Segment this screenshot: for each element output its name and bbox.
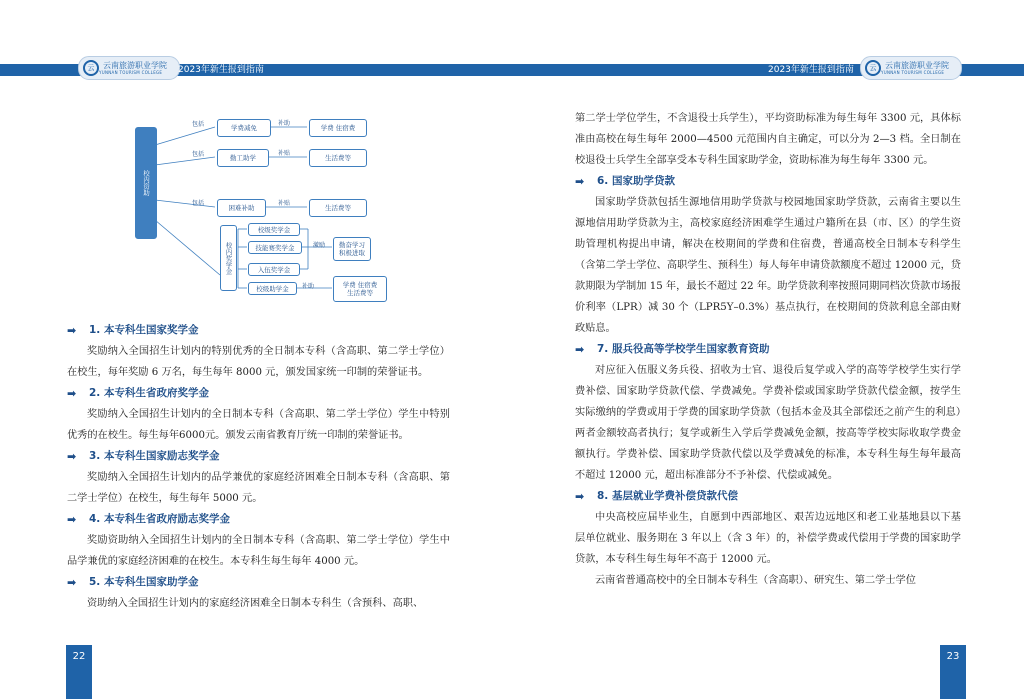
section-body: 云南省普通高校中的全日制本专科生（含高职）、研究生、第二学士学位 <box>595 575 916 586</box>
section-heading: ➡ 6. 国家助学贷款 <box>575 171 961 192</box>
section-heading: ➡ 1. 本专科生国家奖学金 <box>67 320 450 341</box>
arrow-right-icon: ➡ <box>67 324 77 337</box>
edge-label: 补贴 <box>278 150 291 157</box>
node-scholarship-3: 入伍奖学金 <box>248 263 300 276</box>
top-margin <box>0 0 1024 58</box>
section-heading: ➡ 4. 本专科生省政府励志奖学金 <box>67 509 450 530</box>
node-scholarship-4: 校级助学金 <box>248 282 297 295</box>
edge-label: 补助 <box>278 120 291 127</box>
node-tuition-lodging: 学费 住宿费 <box>309 119 367 137</box>
section-body: 资助纳入全国招生计划内的家庭经济困难全日制本专科生（含预科、高职、 <box>87 598 424 609</box>
edge-label: 包括 <box>192 200 205 207</box>
node-scholarship-group: 校内奖学金 <box>220 225 237 291</box>
header-title-left: 2023年新生报到指南 <box>178 65 264 75</box>
node-scholarship-1: 校级奖学金 <box>248 223 300 236</box>
arrow-right-icon: ➡ <box>575 343 585 356</box>
arrow-right-icon: ➡ <box>67 513 77 526</box>
node-hardship: 困难补助 <box>217 199 266 217</box>
section-heading: ➡ 7. 服兵役高等学校学生国家教育资助 <box>575 339 961 360</box>
node-scholarship-2: 技能赛奖学金 <box>248 241 302 254</box>
header-title-right: 2023年新生报到指南 <box>768 65 854 75</box>
edge-label: 补贴 <box>278 200 291 207</box>
arrow-right-icon: ➡ <box>67 450 77 463</box>
logo-name: 云南旅游职业学院 <box>103 61 167 70</box>
section-heading: ➡ 2. 本专科生省政府奖学金 <box>67 383 450 404</box>
node-tuition-waiver: 学费减免 <box>217 119 271 137</box>
page-number-left: 22 <box>66 645 92 699</box>
aid-diagram <box>120 105 480 315</box>
college-logo-left <box>78 56 180 80</box>
seal-icon: 云 <box>865 60 881 76</box>
node-fees-living: 学费 住宿费 生活费等 <box>333 276 387 302</box>
edge-label: 补助 <box>302 283 315 290</box>
logo-english: YUNNAN TOURISM COLLEGE <box>881 70 945 75</box>
section-body: 奖励纳入全国招生计划内的特别优秀的全日制本专科（含高职、第二学士学位）在校生，每年奖励 6 万名，每生每年 8000 元，颁发国家统一印制的荣誉证书。 <box>67 346 450 378</box>
edge-label: 包括 <box>192 121 205 128</box>
section-body: 第二学士学位学生，不含退役士兵学生），平均资助标准为每生每年 3300 元，具体标准由高校在每生每年 2000—4500 元范围内自主确定，可以分为 2—3 档。全日制在校退役士兵学生全部享受本专科生国家助学金，资助标准为每生每年 3300 元。 <box>575 113 961 166</box>
node-living-2: 生活费等 <box>309 199 367 217</box>
node-work-study: 勤工助学 <box>217 149 269 167</box>
arrow-right-icon: ➡ <box>575 175 585 188</box>
section-body: 国家助学贷款包括生源地信用助学贷款与校园地国家助学贷款，云南省主要以生源地信用助学贷款为主，高校家庭经济困难学生通过户籍所在县（市、区）的学生资助管理机构提出申请，解决在校期间的学费和住宿费，普通高校全日制本专科学生（含第二学士学位、高职学生、预科生）每人每年申请贷款额度不超过 12000 元，贷款期限为学制加 15 年，最长不超过 22 年。助学贷款利率按照同期同档次贷款市场报价利率（LPR）减 30 个（LPR5Y–0.3%）基点执行，在校期间的贷款利息全部由财政贴息。 <box>575 197 961 334</box>
node-living-1: 生活费等 <box>309 149 367 167</box>
logo-english: YUNNAN TOURISM COLLEGE <box>99 70 163 75</box>
left-column <box>67 320 450 614</box>
right-column <box>575 108 961 591</box>
seal-icon: 云 <box>83 60 99 76</box>
arrow-right-icon: ➡ <box>67 576 77 589</box>
section-heading: ➡ 8. 基层就业学费补偿贷款代偿 <box>575 486 961 507</box>
edge-label: 包括 <box>192 151 205 158</box>
section-heading: ➡ 3. 本专科生国家励志奖学金 <box>67 446 450 467</box>
diagram-connectors <box>120 105 480 315</box>
diagram-root: 校内资助 <box>135 127 157 239</box>
arrow-right-icon: ➡ <box>575 490 585 503</box>
page-number-right: 23 <box>940 645 966 699</box>
section-body: 中央高校应届毕业生，自愿到中西部地区、艰苦边远地区和老工业基地县以下基层单位就业、服务期在 3 年以上（含 3 年）的，补偿学费或代偿用于学费的国家助学贷款，本专科生每生每年不高于 12000 元。 <box>575 512 961 565</box>
section-body: 奖励纳入全国招生计划内的品学兼优的家庭经济困难全日制本专科（含高职、第二学士学位）在校生，每生每年 5000 元。 <box>67 472 450 504</box>
section-body: 奖励资助纳入全国招生计划内的全日制本专科（含高职、第二学士学位）学生中品学兼优的家庭经济困难的在校生。本专科生每生每年 4000 元。 <box>67 535 450 567</box>
section-body: 奖励纳入全国招生计划内的全日制本专科（含高职、第二学士学位）学生中特别优秀的在校生。每生每年6000元。颁发云南省教育厅统一印制的荣誉证书。 <box>67 409 450 441</box>
logo-name: 云南旅游职业学院 <box>885 61 949 70</box>
edge-label: 激励 <box>313 242 326 249</box>
college-logo-right <box>860 56 962 80</box>
node-encourage: 勤奋学习 积极进取 <box>333 237 371 261</box>
arrow-right-icon: ➡ <box>67 387 77 400</box>
section-heading: ➡ 5. 本专科生国家助学金 <box>67 572 450 593</box>
section-body: 对应征入伍服义务兵役、招收为士官、退役后复学或入学的高等学校学生实行学费补偿、国家助学贷款代偿、学费减免。学费补偿或国家助学贷款代偿金额，按学生实际缴纳的学费或用于学费的国家助学贷款（包括本金及其全部偿还之前产生的利息）两者金额较高者执行；复学或新生入学后学费减免金额，按高等学校实际收取学费金额执行。学费补偿、国家助学贷款代偿以及学费减免的标准，本专科生每生每年最高不超过 12000 元，超出标准部分不予补偿、代偿或减免。 <box>575 365 961 481</box>
